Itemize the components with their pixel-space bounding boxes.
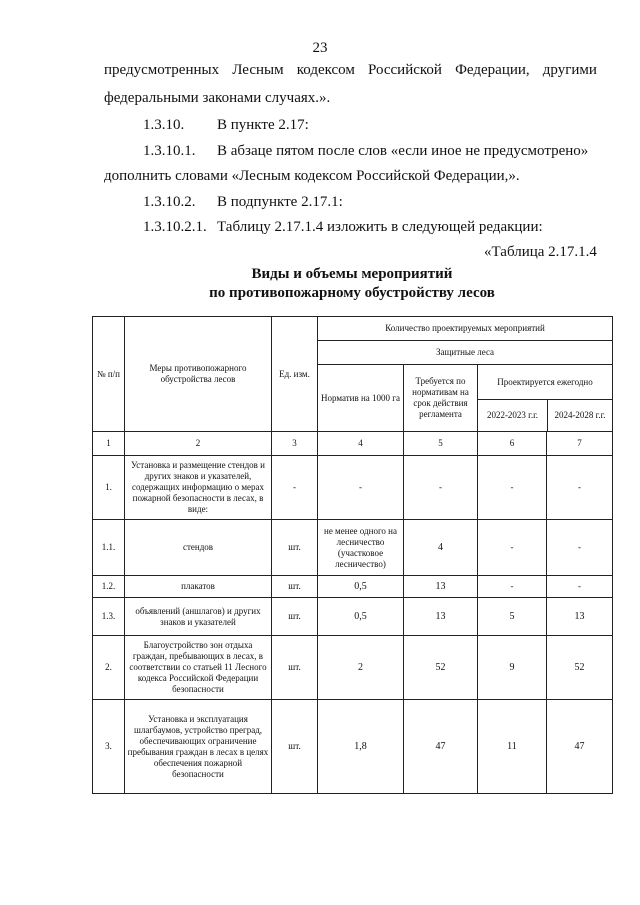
index-cell: 2 <box>125 432 272 456</box>
header-period-1: 2022-2023 г.г. <box>478 400 548 431</box>
row-required: 13 <box>404 576 478 598</box>
word: Лесным <box>232 62 284 78</box>
header-protective-forests: Защитные леса <box>318 341 613 365</box>
index-cell: 5 <box>404 432 478 456</box>
header-num: № п/п <box>93 317 125 432</box>
clause-text: В подпункте 2.17.1: <box>217 194 343 210</box>
index-cell: 1 <box>93 432 125 456</box>
word: кодексом <box>296 62 355 78</box>
index-cell: 6 <box>478 432 547 456</box>
header-required: Требуется по нормативам на срок действия регламента <box>404 365 478 432</box>
header-period-2: 2024-2028 г.г. <box>554 410 606 420</box>
paragraph-line: федеральными законами случаях.». <box>104 90 331 106</box>
clause-number: 1.3.10. <box>143 117 185 133</box>
row-required: 4 <box>404 520 478 576</box>
row-num: 1.3. <box>93 598 125 636</box>
header-planned: Проектируется ежегодно <box>478 365 612 400</box>
table-row <box>93 576 613 598</box>
row-num: 2. <box>93 636 125 700</box>
row-planned-2: - <box>547 456 613 520</box>
index-cell: 7 <box>547 432 613 456</box>
row-planned-1: 9 <box>478 636 547 700</box>
row-required: - <box>404 456 478 520</box>
table-row <box>93 700 613 794</box>
word: Федерации, <box>455 62 530 78</box>
clause-number: 1.3.10.2.1. <box>143 219 207 235</box>
row-norm: 0,5 <box>318 598 404 636</box>
header-planned-group <box>478 365 613 432</box>
row-measure: плакатов <box>125 576 272 598</box>
header-periods <box>478 400 612 431</box>
row-unit: шт. <box>272 520 318 576</box>
row-unit: шт. <box>272 636 318 700</box>
table-row <box>93 520 613 576</box>
row-planned-1: 5 <box>478 598 547 636</box>
row-num: 3. <box>93 700 125 794</box>
index-row <box>93 432 613 456</box>
row-norm: 1,8 <box>318 700 404 794</box>
header-measures: Меры противопожарного обустройства лесов <box>125 317 272 432</box>
row-unit: шт. <box>272 576 318 598</box>
row-measure: Установка и размещение стендов и других знаков и указателей, содержащих информацию о мерах пожарной безопасности в лесах, в виде: <box>125 456 272 520</box>
table-row <box>93 598 613 636</box>
row-planned-2: 52 <box>547 636 613 700</box>
clause-number: 1.3.10.2. <box>143 194 196 210</box>
row-measure: Благоустройство зон отдыха граждан, пребывающих в лесах, в соответствии со статьей 11 Лесного кодекса Российской Федерации безопасности <box>125 636 272 700</box>
table-row <box>93 636 613 700</box>
header-unit: Ед. изм. <box>272 317 318 432</box>
word: Российской <box>368 62 442 78</box>
index-cell: 4 <box>318 432 404 456</box>
row-measure: стендов <box>125 520 272 576</box>
clause-text: В пункте 2.17: <box>217 117 309 133</box>
paragraph-line <box>104 62 597 79</box>
row-measure: Установка и эксплуатация шлагбаумов, устройство преград, обеспечивающих ограничение пребывания граждан в лесах в целях обеспечения пожарной безопасности <box>125 700 272 794</box>
row-required: 47 <box>404 700 478 794</box>
clause-text: Таблицу 2.17.1.4 изложить в следующей редакции: <box>217 219 543 235</box>
word: другими <box>542 62 597 78</box>
row-num: 1.1. <box>93 520 125 576</box>
row-norm: 0,5 <box>318 576 404 598</box>
clause-text: В абзаце пятом после слов «если иное не предусмотрено» <box>217 143 589 159</box>
row-planned-2: 47 <box>547 700 613 794</box>
row-planned-1: - <box>478 576 547 598</box>
row-norm: 2 <box>318 636 404 700</box>
header-quantity: Количество проектируемых мероприятий <box>318 317 613 341</box>
row-planned-2: 13 <box>547 598 613 636</box>
row-planned-1: - <box>478 520 547 576</box>
row-planned-2: - <box>547 520 613 576</box>
row-unit: - <box>272 456 318 520</box>
row-num: 1.2. <box>93 576 125 598</box>
row-unit: шт. <box>272 700 318 794</box>
page-number: 23 <box>312 40 328 56</box>
measures-table <box>92 316 613 794</box>
row-planned-1: 11 <box>478 700 547 794</box>
row-planned-2: - <box>547 576 613 598</box>
row-planned-1: - <box>478 456 547 520</box>
index-cell: 3 <box>272 432 318 456</box>
table-title-line1: Виды и объемы мероприятий <box>251 266 453 282</box>
header-norm: Норматив на 1000 га <box>318 365 404 432</box>
table-title-line2: по противопожарному обустройству лесов <box>209 285 495 301</box>
row-unit: шт. <box>272 598 318 636</box>
clause-number: 1.3.10.1. <box>143 143 196 159</box>
row-required: 13 <box>404 598 478 636</box>
row-norm: - <box>318 456 404 520</box>
row-required: 52 <box>404 636 478 700</box>
word: предусмотренных <box>104 62 220 78</box>
clause-text-continued: дополнить словами «Лесным кодексом Российской Федерации,». <box>104 168 520 184</box>
row-num: 1. <box>93 456 125 520</box>
row-measure: объявлений (аншлагов) и других знаков и указателей <box>125 598 272 636</box>
table-row <box>93 456 613 520</box>
row-norm: не менее одного на лесничество (участковое лесничество) <box>318 520 404 576</box>
table-reference: «Таблица 2.17.1.4 <box>484 244 597 260</box>
